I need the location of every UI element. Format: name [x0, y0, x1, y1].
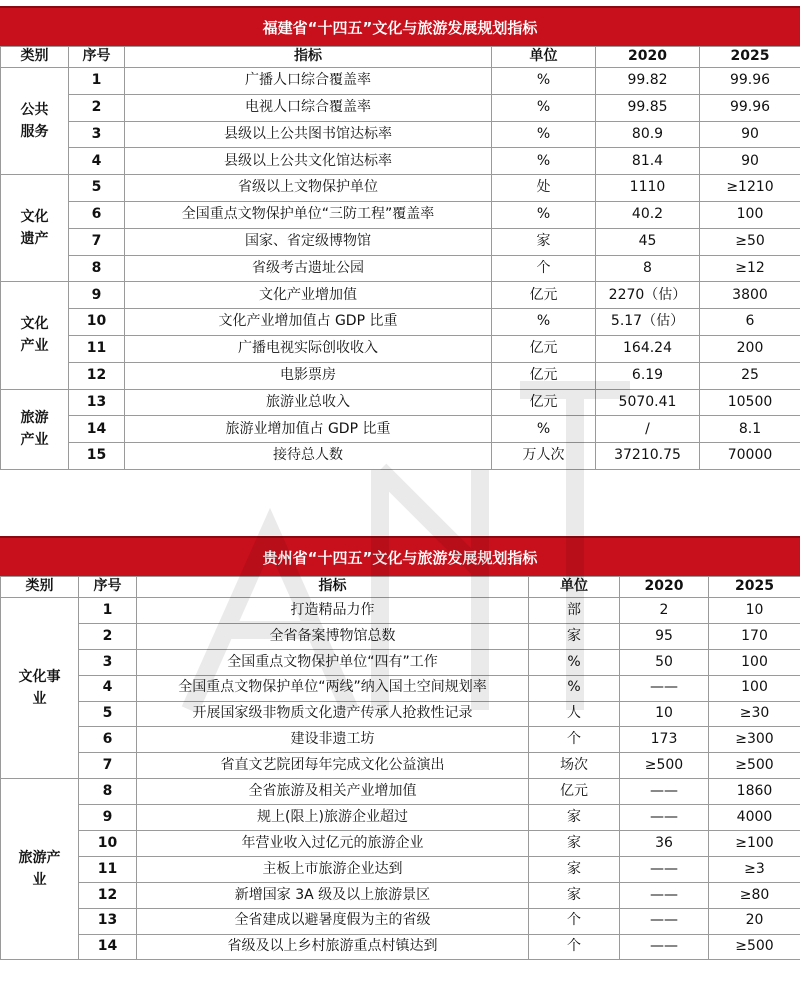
table-row — [1, 779, 800, 805]
row-2020-cell: —— — [620, 882, 709, 908]
row-indicator-cell: 主板上市旅游企业达到 — [137, 856, 529, 882]
table-title: 福建省“十四五”文化与旅游发展规划指标 — [0, 6, 800, 46]
row-indicator-cell: 电视人口综合覆盖率 — [125, 94, 492, 121]
row-indicator-cell: 打造精品力作 — [137, 598, 529, 624]
row-2025-cell: 25 — [700, 362, 800, 389]
category-cell: 文化事 业 — [1, 598, 79, 779]
row-indicator-cell: 规上(限上)旅游企业超过 — [137, 805, 529, 831]
row-2020-cell: 2270（估） — [596, 282, 700, 309]
table-row — [1, 805, 800, 831]
row-unit-cell: % — [492, 68, 596, 95]
row-seq-cell: 7 — [69, 228, 125, 255]
row-unit-cell: 个 — [492, 255, 596, 282]
row-unit-cell: 人 — [529, 701, 620, 727]
row-indicator-cell: 年营业收入过亿元的旅游企业 — [137, 831, 529, 857]
row-2020-cell: 5070.41 — [596, 389, 700, 416]
table-row — [1, 882, 800, 908]
row-seq-cell: 2 — [69, 94, 125, 121]
row-2025-cell: ≥500 — [709, 753, 800, 779]
row-2025-cell: 170 — [709, 623, 800, 649]
header-seq: 序号 — [69, 47, 125, 68]
row-indicator-cell: 省直文艺院团每年完成文化公益演出 — [137, 753, 529, 779]
row-seq-cell: 8 — [79, 779, 137, 805]
table-row — [1, 282, 800, 309]
row-seq-cell: 8 — [69, 255, 125, 282]
row-2025-cell: ≥50 — [700, 228, 800, 255]
row-2020-cell: 37210.75 — [596, 443, 700, 470]
row-2025-cell: ≥3 — [709, 856, 800, 882]
row-2025-cell: ≥1210 — [700, 175, 800, 202]
row-2025-cell: 90 — [700, 121, 800, 148]
row-indicator-cell: 县级以上公共文化馆达标率 — [125, 148, 492, 175]
row-2025-cell: 70000 — [700, 443, 800, 470]
row-2020-cell: 164.24 — [596, 335, 700, 362]
guizhou-table-block — [0, 536, 800, 960]
row-2025-cell: 10500 — [700, 389, 800, 416]
row-2025-cell: 99.96 — [700, 94, 800, 121]
row-indicator-cell: 全国重点文物保护单位“四有”工作 — [137, 649, 529, 675]
row-indicator-cell: 全省建成以避暑度假为主的省级 — [137, 908, 529, 934]
table-row — [1, 148, 800, 175]
row-seq-cell: 6 — [79, 727, 137, 753]
table-row — [1, 701, 800, 727]
row-2025-cell: 100 — [709, 675, 800, 701]
header-category: 类别 — [1, 577, 79, 598]
row-unit-cell: 亿元 — [492, 389, 596, 416]
row-2020-cell: 8 — [596, 255, 700, 282]
row-indicator-cell: 全省旅游及相关产业增加值 — [137, 779, 529, 805]
row-unit-cell: 场次 — [529, 753, 620, 779]
row-seq-cell: 7 — [79, 753, 137, 779]
table-row — [1, 201, 800, 228]
table-row — [1, 675, 800, 701]
table-row — [1, 416, 800, 443]
category-cell: 旅游 产业 — [1, 389, 69, 469]
row-2025-cell: 20 — [709, 908, 800, 934]
row-unit-cell: 家 — [529, 831, 620, 857]
row-2025-cell: ≥12 — [700, 255, 800, 282]
table-row — [1, 831, 800, 857]
row-2020-cell: —— — [620, 934, 709, 960]
row-2025-cell: 99.96 — [700, 68, 800, 95]
row-unit-cell: 亿元 — [492, 362, 596, 389]
fujian-table-block — [0, 6, 800, 470]
row-indicator-cell: 省级及以上乡村旅游重点村镇达到 — [137, 934, 529, 960]
header-2020: 2020 — [596, 47, 700, 68]
row-seq-cell: 12 — [69, 362, 125, 389]
category-cell: 文化 产业 — [1, 282, 69, 389]
row-seq-cell: 14 — [79, 934, 137, 960]
row-2020-cell: 10 — [620, 701, 709, 727]
table-row — [1, 228, 800, 255]
table-row — [1, 94, 800, 121]
table-row — [1, 856, 800, 882]
row-2020-cell: ≥500 — [620, 753, 709, 779]
row-2025-cell: ≥300 — [709, 727, 800, 753]
table-title: 贵州省“十四五”文化与旅游发展规划指标 — [0, 536, 800, 576]
row-indicator-cell: 省级以上文物保护单位 — [125, 175, 492, 202]
table-row — [1, 335, 800, 362]
row-seq-cell: 1 — [69, 68, 125, 95]
row-indicator-cell: 文化产业增加值 — [125, 282, 492, 309]
row-seq-cell: 3 — [69, 121, 125, 148]
row-seq-cell: 12 — [79, 882, 137, 908]
row-seq-cell: 4 — [69, 148, 125, 175]
row-2025-cell: ≥500 — [709, 934, 800, 960]
row-unit-cell: 家 — [529, 856, 620, 882]
row-indicator-cell: 新增国家 3A 级及以上旅游景区 — [137, 882, 529, 908]
row-unit-cell: 家 — [529, 882, 620, 908]
header-indicator: 指标 — [125, 47, 492, 68]
row-unit-cell: % — [492, 309, 596, 336]
table-row — [1, 309, 800, 336]
table-row — [1, 255, 800, 282]
row-unit-cell: 家 — [529, 623, 620, 649]
table-row — [1, 649, 800, 675]
category-cell: 公共 服务 — [1, 68, 69, 175]
row-2025-cell: 8.1 — [700, 416, 800, 443]
row-2020-cell: 1110 — [596, 175, 700, 202]
row-2020-cell: —— — [620, 908, 709, 934]
table-row — [1, 389, 800, 416]
row-2020-cell: —— — [620, 805, 709, 831]
row-2020-cell: / — [596, 416, 700, 443]
row-indicator-cell: 省级考古遗址公园 — [125, 255, 492, 282]
row-indicator-cell: 开展国家级非物质文化遗产传承人抢救性记录 — [137, 701, 529, 727]
row-seq-cell: 5 — [69, 175, 125, 202]
row-unit-cell: 个 — [529, 908, 620, 934]
row-seq-cell: 13 — [79, 908, 137, 934]
row-unit-cell: % — [529, 649, 620, 675]
row-indicator-cell: 接待总人数 — [125, 443, 492, 470]
table-row — [1, 362, 800, 389]
row-unit-cell: 部 — [529, 598, 620, 624]
row-seq-cell: 5 — [79, 701, 137, 727]
row-unit-cell: 家 — [492, 228, 596, 255]
row-unit-cell: 个 — [529, 934, 620, 960]
header-seq: 序号 — [79, 577, 137, 598]
table-row — [1, 598, 800, 624]
header-2020: 2020 — [620, 577, 709, 598]
table-row — [1, 443, 800, 470]
row-2020-cell: 6.19 — [596, 362, 700, 389]
row-unit-cell: % — [492, 94, 596, 121]
row-seq-cell: 6 — [69, 201, 125, 228]
row-2025-cell: 100 — [700, 201, 800, 228]
row-2025-cell: 4000 — [709, 805, 800, 831]
row-indicator-cell: 电影票房 — [125, 362, 492, 389]
row-2020-cell: 99.82 — [596, 68, 700, 95]
row-indicator-cell: 全省备案博物馆总数 — [137, 623, 529, 649]
row-unit-cell: 亿元 — [529, 779, 620, 805]
row-seq-cell: 11 — [79, 856, 137, 882]
table-row — [1, 175, 800, 202]
row-indicator-cell: 全国重点文物保护单位“三防工程”覆盖率 — [125, 201, 492, 228]
row-indicator-cell: 广播人口综合覆盖率 — [125, 68, 492, 95]
table-row — [1, 68, 800, 95]
row-2025-cell: 100 — [709, 649, 800, 675]
row-2020-cell: —— — [620, 675, 709, 701]
row-indicator-cell: 文化产业增加值占 GDP 比重 — [125, 309, 492, 336]
header-unit: 单位 — [492, 47, 596, 68]
indicator-table — [0, 576, 800, 960]
row-seq-cell: 11 — [69, 335, 125, 362]
row-2020-cell: 80.9 — [596, 121, 700, 148]
row-unit-cell: 家 — [529, 805, 620, 831]
header-2025: 2025 — [700, 47, 800, 68]
row-2020-cell: 99.85 — [596, 94, 700, 121]
indicator-table — [0, 46, 800, 470]
table-row — [1, 727, 800, 753]
row-seq-cell: 9 — [79, 805, 137, 831]
row-2020-cell: 5.17（估） — [596, 309, 700, 336]
header-indicator: 指标 — [137, 577, 529, 598]
row-2020-cell: —— — [620, 856, 709, 882]
row-2025-cell: 90 — [700, 148, 800, 175]
row-2025-cell: ≥30 — [709, 701, 800, 727]
row-2020-cell: 50 — [620, 649, 709, 675]
row-seq-cell: 10 — [69, 309, 125, 336]
row-2020-cell: —— — [620, 779, 709, 805]
row-seq-cell: 10 — [79, 831, 137, 857]
row-2020-cell: 40.2 — [596, 201, 700, 228]
row-unit-cell: 亿元 — [492, 335, 596, 362]
row-indicator-cell: 旅游业增加值占 GDP 比重 — [125, 416, 492, 443]
row-unit-cell: 个 — [529, 727, 620, 753]
category-cell: 文化 遗产 — [1, 175, 69, 282]
row-indicator-cell: 全国重点文物保护单位“两线”纳入国土空间规划率 — [137, 675, 529, 701]
row-2025-cell: 1860 — [709, 779, 800, 805]
row-seq-cell: 2 — [79, 623, 137, 649]
row-2025-cell: ≥100 — [709, 831, 800, 857]
row-unit-cell: % — [529, 675, 620, 701]
row-seq-cell: 14 — [69, 416, 125, 443]
row-seq-cell: 1 — [79, 598, 137, 624]
table-row — [1, 121, 800, 148]
row-seq-cell: 3 — [79, 649, 137, 675]
row-2025-cell: 200 — [700, 335, 800, 362]
table-row — [1, 623, 800, 649]
row-unit-cell: % — [492, 121, 596, 148]
header-2025: 2025 — [709, 577, 800, 598]
row-unit-cell: 万人次 — [492, 443, 596, 470]
row-2020-cell: 173 — [620, 727, 709, 753]
row-2025-cell: 10 — [709, 598, 800, 624]
row-2020-cell: 95 — [620, 623, 709, 649]
row-unit-cell: % — [492, 201, 596, 228]
row-2020-cell: 81.4 — [596, 148, 700, 175]
row-seq-cell: 4 — [79, 675, 137, 701]
table-row — [1, 934, 800, 960]
row-2025-cell: 6 — [700, 309, 800, 336]
row-indicator-cell: 县级以上公共图书馆达标率 — [125, 121, 492, 148]
category-cell: 旅游产 业 — [1, 779, 79, 960]
row-seq-cell: 15 — [69, 443, 125, 470]
table-row — [1, 908, 800, 934]
row-indicator-cell: 旅游业总收入 — [125, 389, 492, 416]
header-unit: 单位 — [529, 577, 620, 598]
row-2025-cell: ≥80 — [709, 882, 800, 908]
row-indicator-cell: 广播电视实际创收收入 — [125, 335, 492, 362]
row-indicator-cell: 国家、省定级博物馆 — [125, 228, 492, 255]
table-row — [1, 753, 800, 779]
row-unit-cell: % — [492, 148, 596, 175]
row-2020-cell: 36 — [620, 831, 709, 857]
row-unit-cell: % — [492, 416, 596, 443]
row-unit-cell: 处 — [492, 175, 596, 202]
row-2020-cell: 2 — [620, 598, 709, 624]
row-seq-cell: 9 — [69, 282, 125, 309]
row-unit-cell: 亿元 — [492, 282, 596, 309]
header-category: 类别 — [1, 47, 69, 68]
row-seq-cell: 13 — [69, 389, 125, 416]
row-2020-cell: 45 — [596, 228, 700, 255]
row-2025-cell: 3800 — [700, 282, 800, 309]
row-indicator-cell: 建设非遗工坊 — [137, 727, 529, 753]
